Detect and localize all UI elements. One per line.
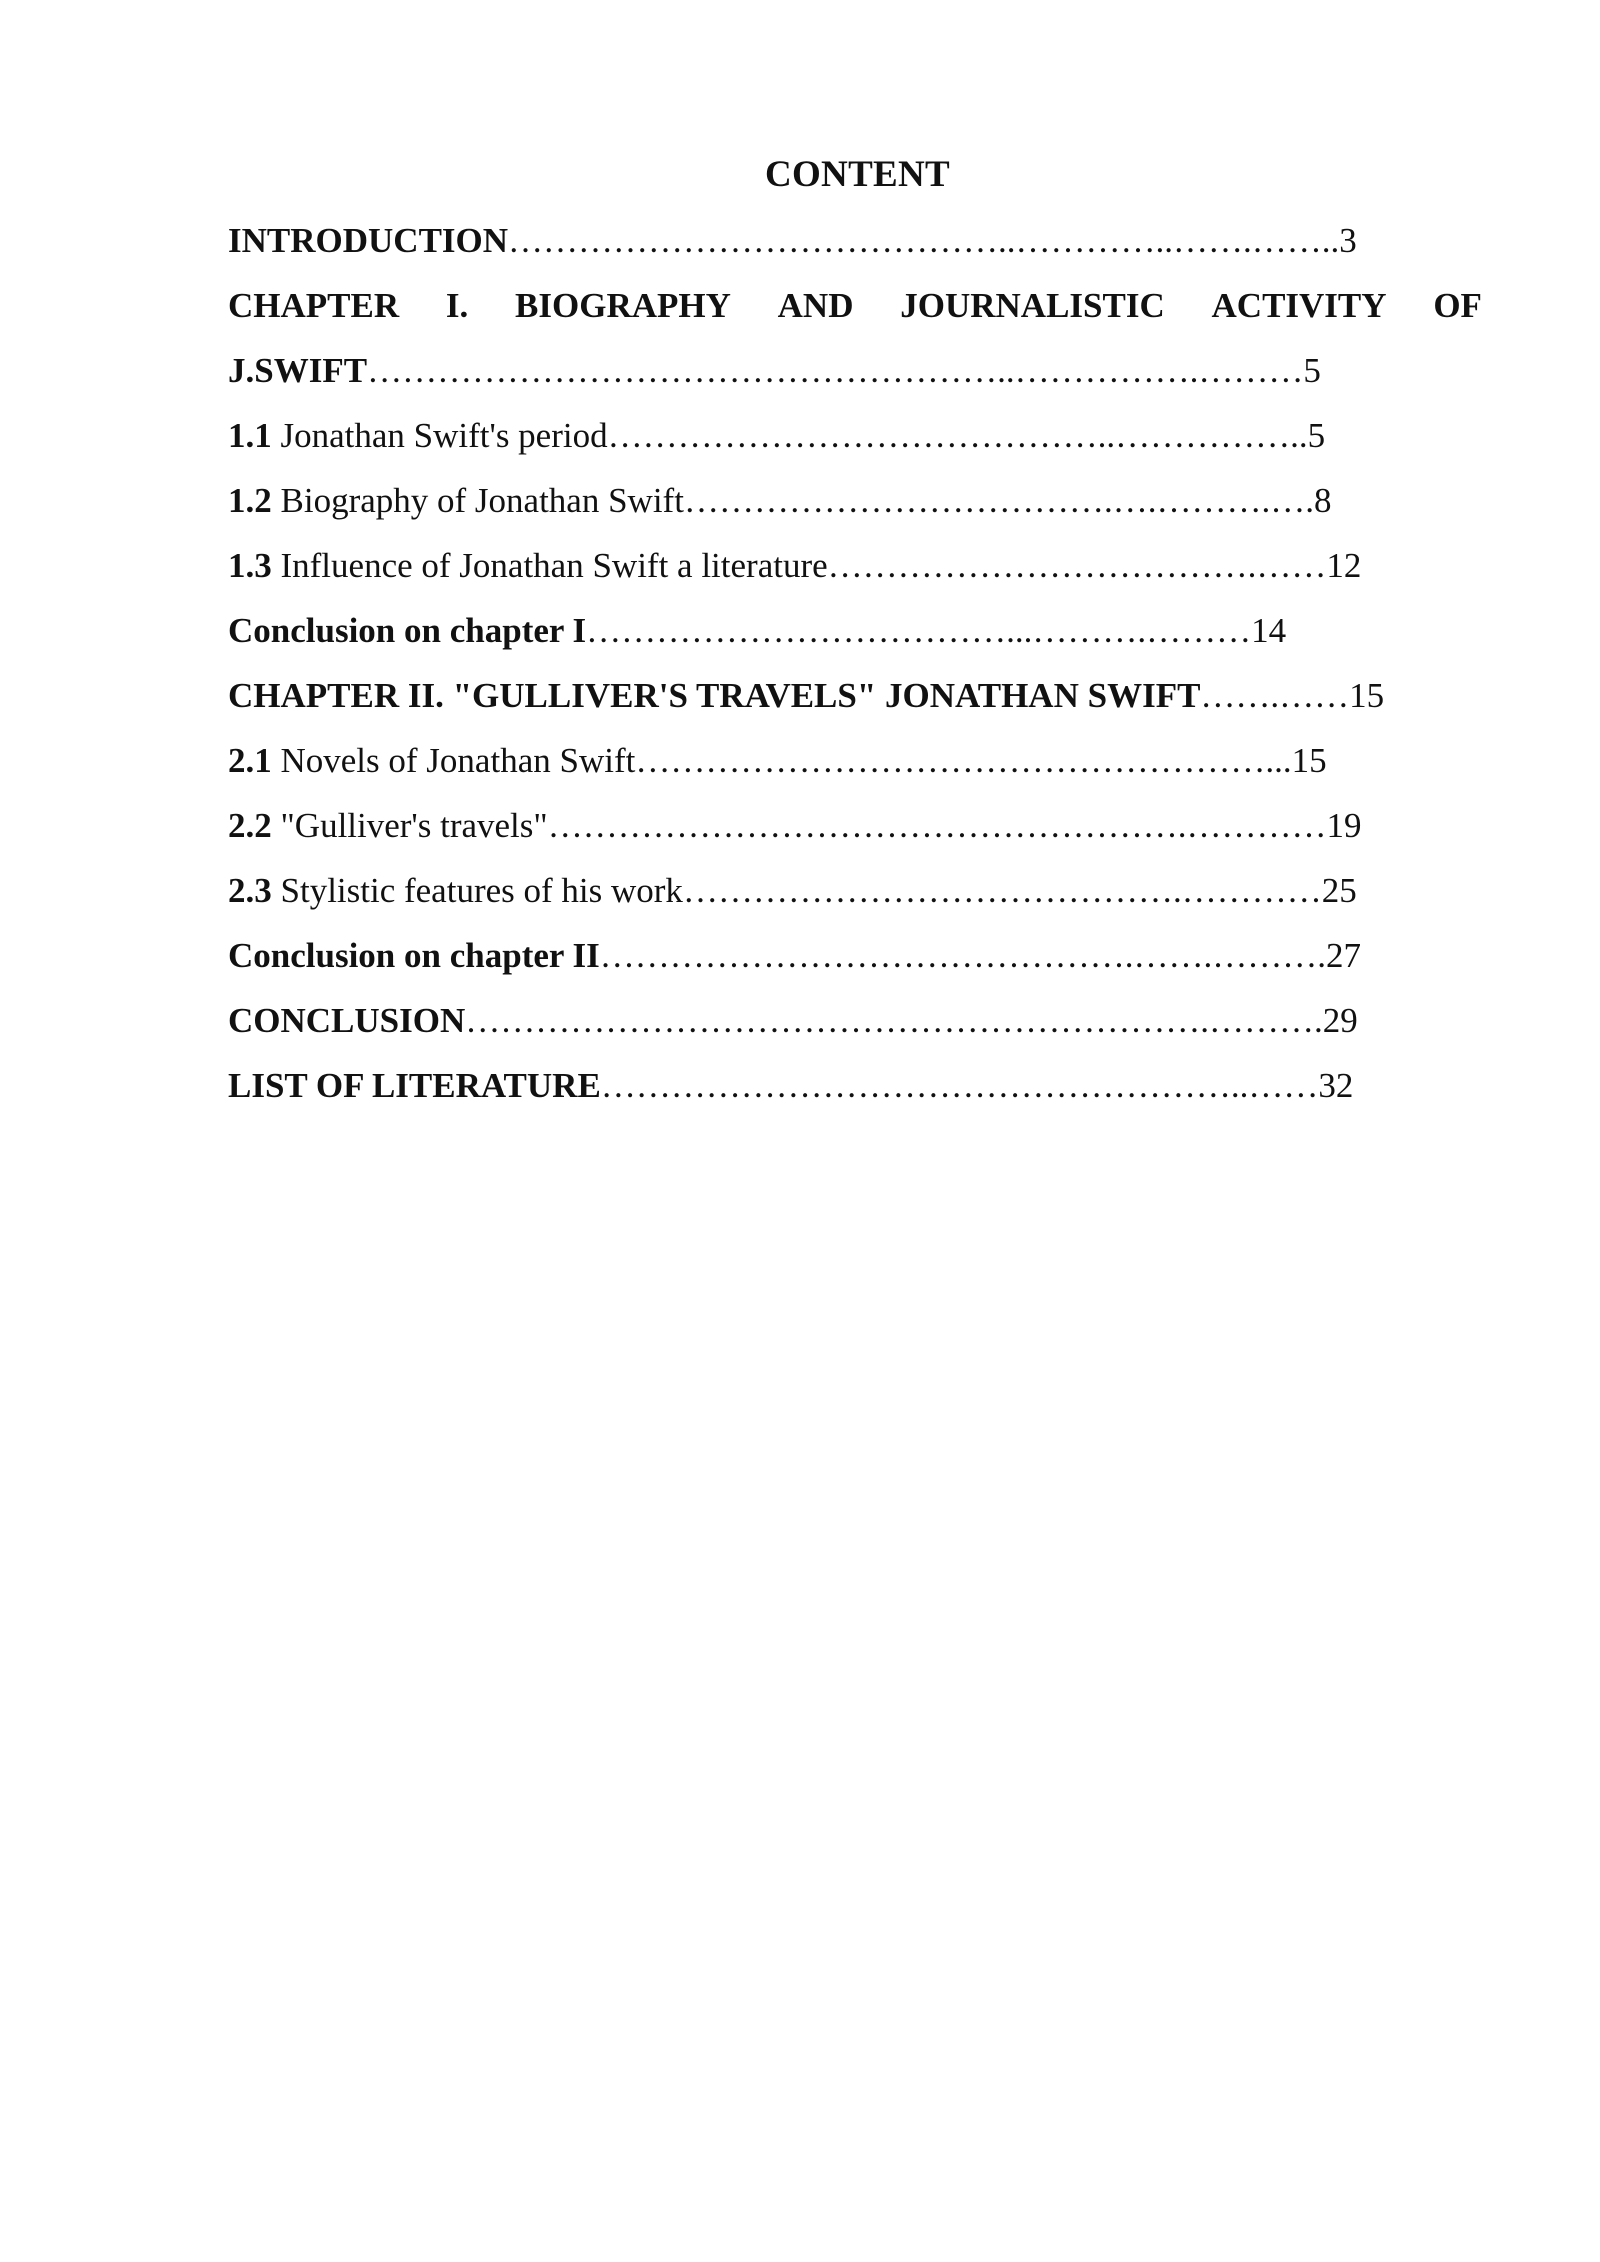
toc-entry-text: "Gulliver's travels": [271, 806, 548, 845]
toc-entry-chapter-1-cont: [228, 346, 1482, 396]
toc-page-number: 15: [1349, 676, 1385, 715]
toc-leader-dots: ……………………………………….…….……….: [599, 936, 1327, 975]
toc-entry-conclusion-chapter-2: [228, 931, 1482, 981]
toc-entry-1-2: [228, 476, 1482, 526]
toc-entry-conclusion: [228, 996, 1482, 1046]
toc-heading-word: ACTIVITY: [1211, 286, 1387, 325]
toc-leader-dots: ……………………………….….……….….: [683, 481, 1314, 520]
toc-leader-dots: ……………………………………………………….……….: [465, 1001, 1323, 1040]
toc-leader-dots: ………………………………………………...: [635, 741, 1292, 780]
toc-page-number: 27: [1326, 936, 1362, 975]
toc-page-number: 29: [1322, 1001, 1358, 1040]
toc-entry-text: Influence of Jonathan Swift a literature: [271, 546, 828, 585]
toc-page-number: 32: [1318, 1066, 1354, 1105]
toc-entry-conclusion-chapter-1: [228, 606, 1482, 656]
toc-page-number: 14: [1251, 611, 1287, 650]
toc-section-number: 2.2: [228, 806, 272, 845]
toc-leader-dots: ………………………………...……….………: [586, 611, 1252, 650]
toc-page-number: 19: [1326, 806, 1362, 845]
toc-leader-dots: ………………………………………………..……: [600, 1066, 1319, 1105]
toc-section-number: 2.3: [228, 871, 272, 910]
toc-entry-text: J.SWIFT: [228, 351, 368, 390]
toc-section-number: 2.1: [228, 741, 272, 780]
toc-leader-dots: ………………………………………………..…………….………: [367, 351, 1304, 390]
toc-entry-chapter-2: [228, 671, 1482, 721]
toc-entry-1-1: [228, 411, 1482, 461]
toc-heading-word: JOURNALISTIC: [900, 286, 1165, 325]
toc-page-number: 5: [1303, 351, 1321, 390]
toc-leader-dots: ……………………………………..…………..…….……..: [508, 221, 1340, 260]
toc-entry-2-1: [228, 736, 1482, 786]
toc-heading-word: BIOGRAPHY: [515, 286, 731, 325]
toc-entry-text: Conclusion on chapter II: [228, 936, 600, 975]
toc-heading-word: CHAPTER: [228, 286, 400, 325]
toc-entry-text: Stylistic features of his work: [271, 871, 683, 910]
toc-entry-chapter-1-heading: [228, 281, 1482, 331]
toc-page-number: 8: [1313, 481, 1332, 520]
toc-page-number: 15: [1291, 741, 1327, 780]
toc-entry-text: CONCLUSION: [228, 1001, 466, 1040]
toc-entry-text: Novels of Jonathan Swift: [271, 741, 636, 780]
toc-entry-text: Jonathan Swift's period: [271, 416, 608, 455]
toc-entry-1-3: [228, 541, 1482, 591]
toc-entry-text: Biography of Jonathan Swift: [271, 481, 684, 520]
toc-leader-dots: …….……: [1200, 676, 1350, 715]
toc-title: CONTENT: [764, 154, 951, 195]
toc-heading-word: AND: [777, 286, 854, 325]
toc-page-number: 3: [1339, 221, 1357, 260]
toc-page-number: 12: [1326, 546, 1362, 585]
toc-heading-word: I.: [445, 286, 469, 325]
toc-entry-text: INTRODUCTION: [228, 221, 509, 260]
toc-leader-dots: ……………………………….……: [827, 546, 1327, 585]
toc-leader-dots: ……………………………………………….…………: [547, 806, 1327, 845]
toc-heading-word: OF: [1433, 286, 1482, 325]
toc-entry-list-of-literature: [228, 1061, 1482, 1111]
toc-entry-text: LIST OF LITERATURE: [228, 1066, 601, 1105]
toc-leader-dots: …………………………………….…………: [682, 871, 1322, 910]
toc-section-number: 1.3: [228, 546, 272, 585]
toc-section-number: 1.1: [228, 416, 272, 455]
toc-entry-text: Conclusion on chapter I: [228, 611, 587, 650]
toc-entry-text: CHAPTER II. "GULLIVER'S TRAVELS" JONATHAN SWIFT: [228, 676, 1201, 715]
toc-entry-2-2: [228, 801, 1482, 851]
toc-entry-introduction: [228, 216, 1482, 266]
toc-leader-dots: ……………………………………..……………..: [607, 416, 1308, 455]
toc-section-number: 1.2: [228, 481, 272, 520]
toc-page-number: 5: [1307, 416, 1326, 455]
toc-page-number: 25: [1321, 871, 1357, 910]
toc-entry-2-3: [228, 866, 1482, 916]
